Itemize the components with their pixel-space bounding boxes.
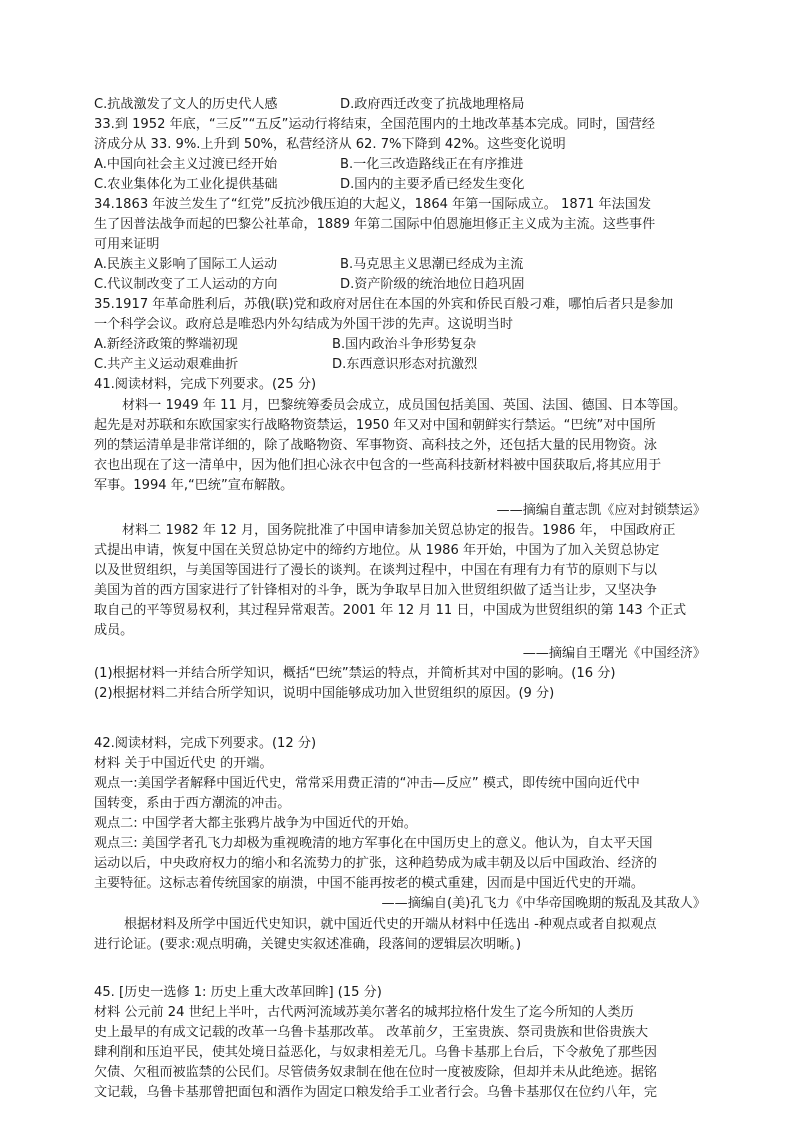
- q34-stem-line: 可用来证明: [94, 237, 160, 252]
- q41-material1-line: 列的禁运清单是非常详细的，除了战略物资、军事物资、高科技之外，还包括大量的民用物资。泳: [94, 438, 658, 453]
- q34-stem-line: 34.1863 年波兰发生了“红党”反抗沙俄压迫的大起义，1864 年第一国际成立。 1871 年法国发: [94, 197, 651, 212]
- q41-requirement-1: (1)根据材料一并结合所学知识，概括“巴统”禁运的特点，并简析其对中国的影响。(16 分): [94, 666, 616, 681]
- q45-material-line: 材料 公元前 24 世纪上半叶，古代两河流域苏美尔著名的城邦拉格什发生了迄今所知的人类历: [94, 1005, 634, 1020]
- q45-material-line: 史上最早的有成文记载的改革一乌鲁卡基那改革。 改革前夕，王室贵族、祭司贵族和世俗贵族大: [94, 1025, 649, 1040]
- q34-option-b: B.马克思主义思潮已经成为主流: [340, 257, 524, 272]
- q41-requirement-2: (2)根据材料二并结合所学知识，说明中国能够成功加入世贸组织的原因。(9 分): [94, 686, 555, 701]
- q35-option-c: C.共产主义运动艰难曲折: [94, 357, 239, 372]
- q42-view3-line: 观点三: 美国学者孔飞力却极为重视晚清的地方军事化在中国历史上的意义。他认为，自太平天国: [94, 836, 653, 851]
- q34-stem-line: 生了因普法战争而起的巴黎公社革命，1889 年第二国际中伯恩施坦修正主义成为主流。这些事件: [94, 217, 656, 232]
- q42-view3-line: 运动以后，中央政府权力的缩小和名流势力的扩张，这种趋势成为咸丰朝及以后中国政治、经济的: [94, 856, 658, 871]
- q42-material-head: 材料 关于中国近代史 的开端。: [94, 756, 273, 771]
- q32-option-c: C.抗战激发了文人的历史代人感: [94, 97, 278, 112]
- q41-source2: ——摘编自王曙光《中国经济》: [522, 646, 706, 661]
- q35-options-row: [94, 335, 706, 355]
- q34-option-a: A.民族主义影响了国际工人运动: [94, 257, 278, 272]
- q41-material2-line: 以及世贸组织，与美国等国进行了漫长的谈判。在谈判过程中，中国在有理有力有节的原则下与以: [94, 563, 658, 578]
- q35-stem-line: 一个科学会议。政府总是唯恐内外勾结成为外国干涉的先声。这说明当时: [94, 317, 513, 332]
- q41-material1-line: 军事。1994 年,“巴统”宣布解散。: [94, 478, 294, 493]
- q33-options-row: [94, 175, 706, 195]
- q33-option-c: C.农业集体化为工业化提供基础: [94, 177, 278, 192]
- q41-title: 41.阅读材料，完成下列要求。(25 分): [94, 377, 317, 392]
- q33-stem-line: 33.到 1952 年底，“三反”“五反”运动行将结束，全国范围内的土地改革基本完成。同时，国营经: [94, 117, 655, 132]
- q41-material1-line: 材料一 1949 年 11 月，巴黎统筹委员会成立，成员国包括美国、英国、法国、德国、日本等国。: [122, 398, 687, 413]
- q33-option-b: B.一化三改造路线正在有序推进: [340, 157, 524, 172]
- q33-stem-line: 济成分从 33. 9%.上升到 50%，私营经济从 62. 7%下降到 42%。这些变化说明: [94, 137, 566, 152]
- q32-option-d: D.政府西迁改变了抗战地理格局: [340, 97, 525, 112]
- q45-material-line: 欠债、欠租而被监禁的公民们。尽管债务奴隶制在他在位时一度被废除，但却并未从此绝迹。据铭: [94, 1065, 658, 1080]
- q35-option-d: D.东西意识形态对抗激烈: [332, 357, 478, 372]
- q42-view1-line: 国转变，系由于西方潮流的冲击。: [94, 796, 291, 811]
- q42-view2: 观点二: 中国学者大都主张鸦片战争为中国近代的开始。: [94, 816, 417, 831]
- q41-material2-line: 材料二 1982 年 12 月，国务院批准了中国申请参加关贸总协定的报告。1986 年， 中国政府正: [122, 523, 676, 538]
- q45-material-line: 肆利削和压迫平民，使其处境日益恶化，与奴隶相差无几。乌鲁卡基那上台后，下令赦免了那些因: [94, 1045, 658, 1060]
- q35-option-a: A.新经济政策的弊端初现: [94, 337, 238, 352]
- q33-option-a: A.中国向社会主义过渡已经开始: [94, 157, 278, 172]
- q41-material1-line: 起先是对苏联和东欧国家实行战略物资禁运，1950 年又对中国和朝鲜实行禁运。“巴统”对中国所: [94, 418, 656, 433]
- q35-stem-line: 35.1917 年革命胜利后，苏俄(联)党和政府对居住在本国的外宾和侨民百般刁难，哪怕后者只是参加: [94, 297, 674, 312]
- q34-options-row: [94, 275, 706, 295]
- q42-source: ——摘编自(美)孔飞力《中华帝国晚期的叛乱及其敌人》: [381, 896, 706, 911]
- q34-option-c: C.代议制改变了工人运动的方向: [94, 277, 278, 292]
- q41-material2-line: 美国为首的西方国家进行了针锋相对的斗争，既为争取早日加入世贸组织做了适当让步，又坚决争: [94, 583, 658, 598]
- q32-options-row: [94, 95, 706, 115]
- q42-requirement-line: 进行论证。(要求:观点明确，关键史实叙述准确，段落间的逻辑层次明晰。): [94, 937, 522, 952]
- q45-material-line: 文记载，乌鲁卡基那曾把面包和酒作为固定口粮发给手工业者行会。乌鲁卡基那仅在位约八年，完: [94, 1085, 658, 1100]
- q42-title: 42.阅读材料，完成下列要求。(12 分): [94, 736, 317, 751]
- q33-option-d: D.国内的主要矛盾已经发生变化: [340, 177, 525, 192]
- q41-material2-line: 取自己的平等贸易权利，其过程异常艰苦。2001 年 12 月 11 日，中国成为世贸组织的第 143 个正式: [94, 603, 687, 618]
- q35-options-row: [94, 355, 706, 375]
- q34-options-row: [94, 255, 706, 275]
- q42-requirement-line: 根据材料及所学中国近代史知识，就中国近代史的开端从材料中任选出 -种观点或者自拟观点: [124, 917, 657, 932]
- q33-options-row: [94, 155, 706, 175]
- q41-material2-line: 成员。: [94, 623, 134, 638]
- q41-source1: ——摘编自董志凯《应对封锁禁运》: [496, 503, 706, 518]
- q42-view3-line: 主要特征。这标志着传统国家的崩溃，中国不能再按老的模式重建，因而是中国近代史的开端。: [94, 876, 644, 891]
- q42-view1-line: 观点一:美国学者解释中国近代史，常常采用费正清的“冲击—反应” 模式，即传统中国向近代中: [94, 776, 640, 791]
- q34-option-d: D.资产阶级的统治地位日趋巩固: [340, 277, 525, 292]
- q41-material1-line: 衣也出现在了这一清单中，因为他们担心泳衣中包含的一些高科技新材料被中国获取后,将其应用于: [94, 458, 662, 473]
- q45-title: 45. [历史一选修 1: 历史上重大改革回眸] (15 分): [94, 985, 382, 1000]
- q41-material2-line: 式提出申请，恢复中国在关贸总协定中的缔约方地位。从 1986 年开始，中国为了加入关贸总协定: [94, 543, 660, 558]
- q35-option-b: B.国内政治斗争形势复杂: [332, 337, 477, 352]
